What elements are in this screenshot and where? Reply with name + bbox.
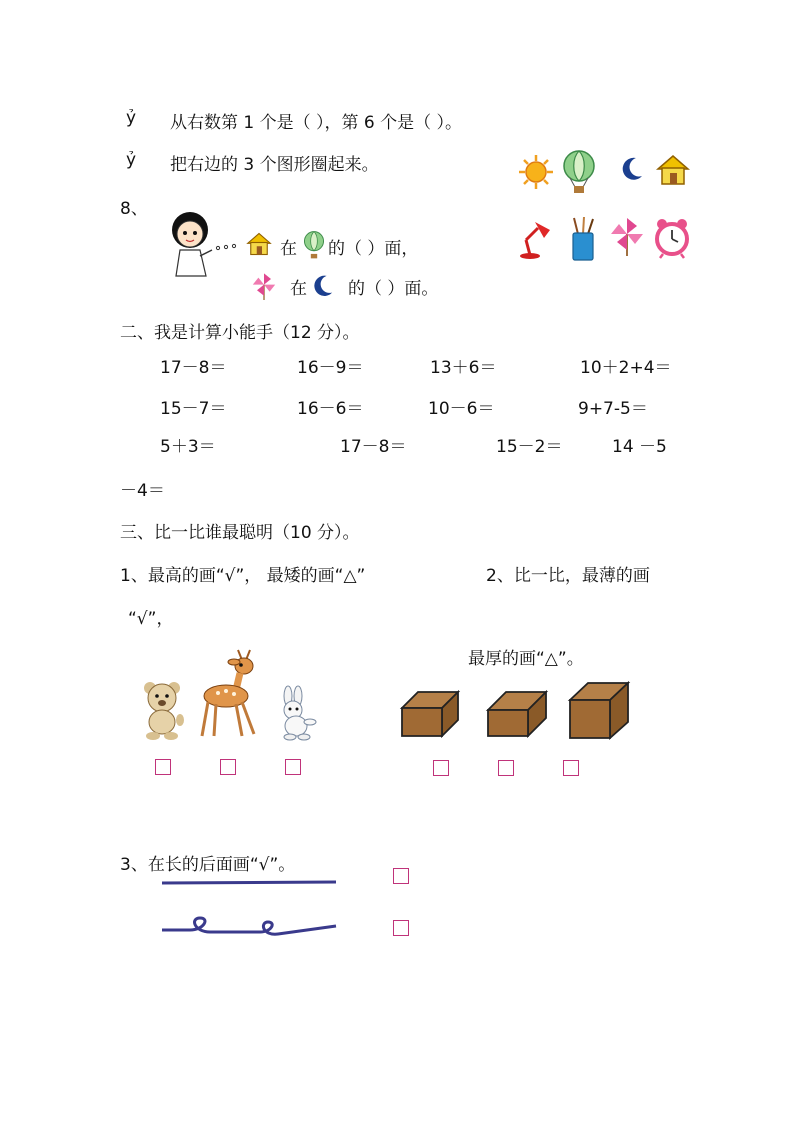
house-icon	[656, 154, 690, 186]
hot-air-balloon-icon	[562, 150, 596, 194]
section-2-title: 二、我是计算小能手（12 分）。	[120, 323, 360, 343]
count-question-2: 把右边的 3 个图形圈起来。	[170, 155, 379, 175]
count-question-1: 从右数第 1 个是（ ），第 6 个是（ ）。	[170, 113, 463, 133]
hot-air-balloon-icon-small	[303, 231, 325, 259]
house-icon-small	[246, 232, 272, 256]
section-3-title: 三、比一比谁最聪明（10 分）。	[120, 523, 360, 543]
answer-box-curly-line[interactable]	[393, 920, 409, 936]
bear-icon	[138, 678, 188, 740]
moon-icon	[618, 156, 644, 182]
calc-r1-c2: 16－9＝	[297, 358, 364, 378]
block-thin-icon	[398, 686, 460, 740]
pinwheel-icon-small	[252, 272, 276, 300]
q8-row1-in: 在	[280, 239, 297, 259]
calc-r2-c1: 15－7＝	[160, 399, 227, 419]
calc-r3-c1: 5＋3＝	[160, 437, 216, 457]
curly-line	[160, 914, 340, 942]
s3-question-1: 1、最高的画“√”， 最矮的画“△”	[120, 566, 366, 586]
calc-r1-c3: 13＋6＝	[430, 358, 497, 378]
answer-box-block-2[interactable]	[498, 760, 514, 776]
calc-r3-c2: 17－8＝	[340, 437, 407, 457]
moon-icon-small	[310, 274, 334, 298]
q8-row2-rest: 的（ ）面。	[348, 279, 439, 299]
girl-pointing-icon	[154, 206, 246, 280]
q8-row2-in: 在	[290, 279, 307, 299]
pinwheel-icon	[610, 216, 644, 256]
rabbit-icon	[274, 686, 320, 740]
answer-box-block-1[interactable]	[433, 760, 449, 776]
answer-box-bear[interactable]	[155, 759, 171, 775]
calc-r1-c1: 17－8＝	[160, 358, 227, 378]
block-medium-icon	[484, 688, 548, 740]
bullet-1: ỷ	[126, 108, 137, 128]
s3-question-3: 3、在长的后面画“√”。	[120, 855, 296, 875]
question-8-number: 8、	[120, 199, 148, 219]
calc-r4: －4＝	[120, 481, 165, 501]
desk-lamp-icon	[518, 218, 552, 260]
block-thick-icon	[566, 680, 630, 742]
answer-box-deer[interactable]	[220, 759, 236, 775]
bullet-2: ỷ	[126, 150, 137, 170]
s3-question-2-cont: “√”，	[128, 609, 174, 629]
alarm-clock-icon	[654, 218, 690, 258]
answer-box-block-3[interactable]	[563, 760, 579, 776]
calc-r2-c3: 10－6＝	[428, 399, 495, 419]
answer-box-rabbit[interactable]	[285, 759, 301, 775]
q8-row1-rest: 的（ ）面，	[328, 239, 419, 259]
answer-box-straight-line[interactable]	[393, 868, 409, 884]
calc-r3-c3: 15－2＝	[496, 437, 563, 457]
straight-line	[160, 878, 340, 888]
calc-r1-c4: 10＋2+4＝	[580, 358, 672, 378]
calc-r3-c4: 14 －5	[612, 437, 667, 457]
calc-r2-c2: 16－6＝	[297, 399, 364, 419]
s3-question-2: 2、比一比，最薄的画	[486, 566, 650, 586]
sun-icon	[518, 154, 554, 190]
s3-question-2-thick: 最厚的画“△”。	[468, 649, 584, 669]
pen-holder-icon	[568, 216, 598, 262]
deer-icon	[196, 646, 264, 740]
calc-r2-c4: 9+7-5＝	[578, 399, 648, 419]
